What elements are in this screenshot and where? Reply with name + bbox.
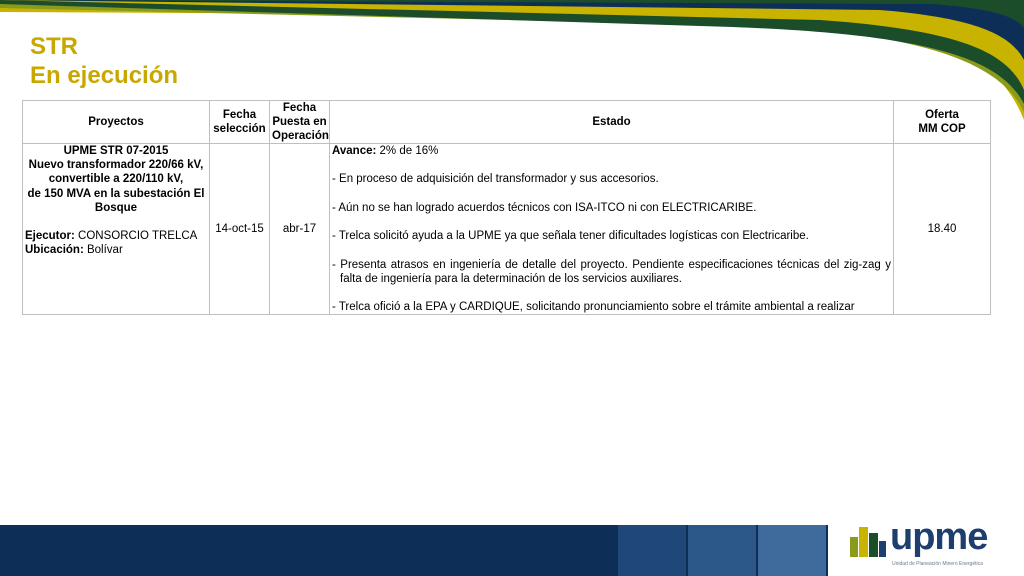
upme-logo-text: upme	[890, 516, 988, 558]
ubicacion-value: Bolívar	[83, 244, 123, 257]
header-proyectos: Proyectos	[23, 101, 210, 144]
estado-item: - Aún no se han logrado acuerdos técnicos con ISA-ITCO ni con ELECTRICARIBE.	[332, 201, 757, 214]
estado-item: - Presenta atrasos en ingeniería de detalle del proyecto. Pendiente especificaciones técnicas del zig-zag y falta de ingeniería para la determinación de los servicios auxiliares.	[332, 258, 891, 285]
estado-item: - Trelca ofició a la EPA y CARDIQUE, solicitando pronunciamiento sobre el trámite ambiental a realizar	[332, 301, 855, 314]
header-oferta: Oferta MM COP	[894, 101, 991, 144]
ubicacion-label: Ubicación:	[25, 244, 84, 257]
estado-item: - Trelca solicitó ayuda a la UPME ya que señala tener dificultades logísticas con Electricaribe.	[332, 230, 809, 243]
cell-proyecto	[23, 144, 210, 315]
logo-tagline: Unidad de Planeación Minero Energética	[892, 561, 983, 567]
slide-title	[30, 32, 178, 90]
title-line-1: STR	[30, 33, 78, 60]
upme-logo-icon	[850, 521, 886, 561]
header-fecha-puesta: Fecha Puesta en Operación	[270, 101, 330, 144]
ejecutor-value: CONSORCIO TRELCA	[74, 230, 198, 243]
ejecutor-label: Ejecutor:	[25, 230, 75, 243]
project-name: UPME STR 07-2015 Nuevo transformador 220/66 kV, convertible a 220/110 kV, de 150 MVA en la subestación El Bosque	[27, 145, 205, 214]
cell-oferta: 18.40	[894, 144, 991, 315]
estado-item: - En proceso de adquisición del transformador y sus accesorios.	[332, 173, 659, 186]
cell-fecha-seleccion: 14-oct-15	[210, 144, 270, 315]
table-row	[23, 144, 991, 315]
table-header-row	[23, 101, 991, 144]
project-meta	[25, 229, 207, 257]
avance-value: 2% de 16%	[376, 145, 439, 157]
footer-block	[688, 525, 756, 576]
title-line-2: En ejecución	[30, 62, 179, 89]
projects-table	[22, 100, 991, 315]
cell-estado	[330, 144, 894, 315]
ejecutor-line	[25, 230, 197, 242]
header-estado: Estado	[330, 101, 894, 144]
header-fecha-seleccion: Fecha selección	[210, 101, 270, 144]
ubicacion-line	[25, 244, 123, 256]
cell-fecha-puesta: abr-17	[270, 144, 330, 315]
footer-block	[758, 525, 826, 576]
avance-label: Avance:	[332, 145, 377, 157]
avance-line	[332, 144, 891, 158]
footer-bar	[0, 516, 1024, 576]
logo-panel	[828, 516, 1024, 576]
footer-block	[618, 525, 686, 576]
